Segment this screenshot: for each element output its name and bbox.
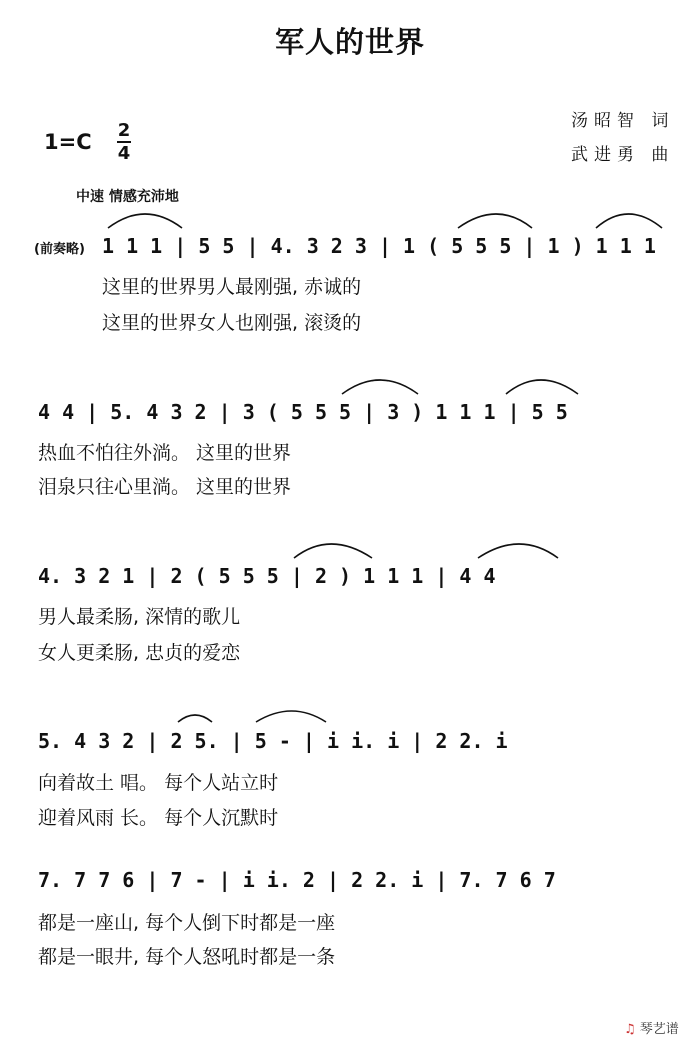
watermark-logo — [624, 1018, 679, 1037]
lyrics-line-5b: 都是一眼井, 每个人怒吼时都是一条 — [38, 946, 336, 968]
notes-line-2: 4 4 | 5. 4 3 2 | 3 ( 5 5 5 | 3 ) 1 1 1 | 5 5 — [38, 400, 568, 424]
time-signature-top: 2 — [117, 120, 131, 141]
lyricist-credit: 汤昭智 词 — [571, 111, 675, 131]
notes-line-5: 7. 7 7 6 | 7 - | i i. 2 | 2 2. i | 7. 7 6 7 — [38, 868, 556, 892]
notes-line-4: 5. 4 3 2 | 2 5. | 5 - | i i. i | 2 2. i — [38, 729, 508, 753]
watermark-text: 琴艺谱 — [639, 1022, 679, 1037]
prelude-note: (前奏略) — [34, 242, 85, 257]
tempo-marking: 中速 情感充沛地 — [76, 189, 179, 205]
time-signature-bottom: 4 — [117, 143, 131, 164]
lyrics-line-2a: 热血不怕往外淌。 这里的世界 — [38, 442, 292, 464]
notes-line-1: 1 1 1 | 5 5 | 4. 3 2 3 | 1 ( 5 5 5 | 1 ) 1 1 1 — [102, 234, 656, 258]
lyrics-line-2b: 泪泉只往心里淌。 这里的世界 — [38, 476, 292, 498]
lyrics-line-4a: 向着故土 唱。 每个人站立时 — [38, 772, 279, 794]
lyrics-line-3a: 男人最柔肠, 深情的歌儿 — [38, 606, 241, 628]
key-signature: 1=C — [44, 130, 92, 154]
logo-icon: ♫ — [624, 1022, 636, 1037]
lyrics-line-1a: 这里的世界男人最刚强, 赤诚的 — [102, 276, 362, 298]
lyrics-line-1b: 这里的世界女人也刚强, 滚烫的 — [102, 312, 362, 334]
lyrics-line-3b: 女人更柔肠, 忠贞的爱恋 — [38, 642, 241, 664]
notes-line-3: 4. 3 2 1 | 2 ( 5 5 5 | 2 ) 1 1 1 | 4 4 — [38, 564, 496, 588]
lyrics-line-5a: 都是一座山, 每个人倒下时都是一座 — [38, 912, 336, 934]
page-title: 军人的世界 — [274, 25, 425, 59]
lyrics-line-4b: 迎着风雨 长。 每个人沉默时 — [38, 807, 279, 829]
composer-credit: 武进勇 曲 — [571, 145, 675, 165]
